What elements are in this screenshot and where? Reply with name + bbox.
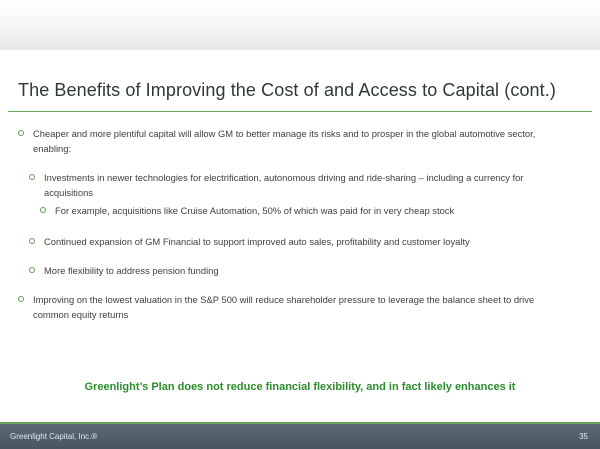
bullet-circle-icon (29, 267, 35, 273)
callout-statement: Greenlight’s Plan does not reduce financial flexibility, and in fact likely enhances it (84, 381, 516, 393)
bullet-text: Improving on the lowest valuation in the S&P 500 will reduce shareholder pressure to leverage the balance sheet to drive common equity returns (33, 294, 535, 320)
title-divider (8, 111, 592, 112)
footer-bar (0, 424, 600, 449)
bullet-text: Investments in newer technologies for electrification, autonomous driving and ride-sharing – including a currency for acquisitions (44, 172, 524, 198)
header-band (0, 0, 600, 50)
bullet-circle-icon (29, 238, 35, 244)
bullet-text: Continued expansion of GM Financial to support improved auto sales, profitability and customer loyalty (44, 236, 470, 247)
page-number: 35 (579, 432, 588, 441)
sub-bullet-item (29, 170, 559, 200)
sub-bullet-item (29, 234, 559, 249)
sub-sub-bullet-item (40, 203, 560, 218)
bullet-item (18, 126, 558, 156)
company-name: Greenlight Capital, Inc.® (10, 432, 98, 441)
bullet-circle-icon (18, 130, 24, 136)
bullet-item (18, 292, 538, 322)
bullet-text: For example, acquisitions like Cruise Automation, 50% of which was paid for in very cheap stock (55, 205, 455, 216)
bullet-circle-icon (18, 296, 24, 302)
bullet-circle-icon (29, 174, 35, 180)
bullet-circle-icon (40, 207, 46, 213)
bullet-text: Cheaper and more plentiful capital will allow GM to better manage its risks and to prosper in the global automotive sector, enabling: (33, 128, 536, 154)
bullet-text: More flexibility to address pension funding (44, 265, 219, 276)
sub-bullet-item (29, 263, 559, 278)
slide-title: The Benefits of Improving the Cost of and Access to Capital (cont.) (18, 80, 556, 100)
